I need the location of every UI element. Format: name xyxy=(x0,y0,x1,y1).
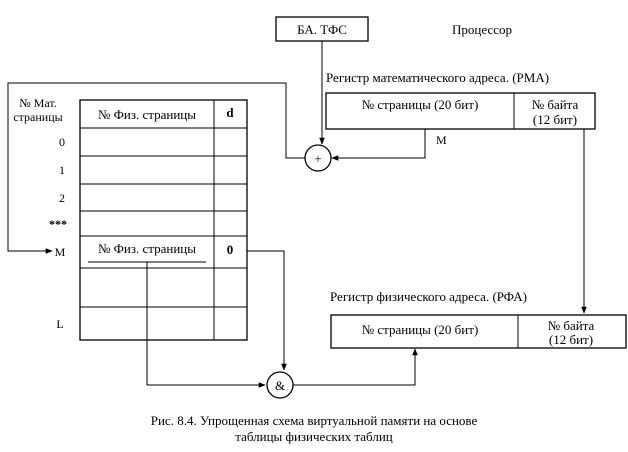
pma-byte-field-line2: (12 бит) xyxy=(532,112,578,127)
m-row-page-cell: № Физ. страницы xyxy=(97,241,197,256)
base-address-label: БА. ТФС xyxy=(297,22,347,37)
row-label-1: 1 xyxy=(59,163,65,177)
pma-byte-field-line1: № байта xyxy=(531,97,579,112)
pma-page-field: № страницы (20 бит) xyxy=(361,97,479,112)
row-label-l: L xyxy=(56,317,64,331)
row-label-ellipsis: *** xyxy=(49,217,67,231)
pfa-page-field: № страницы (20 бит) xyxy=(361,322,479,337)
adder-symbol: + xyxy=(314,151,322,166)
pfa-title: Регистр физического адреса. (РФА) xyxy=(330,289,527,304)
table-row-header-line1: № Мат. xyxy=(19,96,57,110)
pma-title: Регистр математического адреса. (РМА) xyxy=(326,70,550,85)
pfa-byte-field-line2: (12 бит) xyxy=(548,332,594,347)
and-symbol: & xyxy=(274,378,286,393)
row-label-m: M xyxy=(54,245,66,259)
page-table xyxy=(80,100,247,340)
row-label-0: 0 xyxy=(59,135,65,149)
row-label-2: 2 xyxy=(59,191,65,205)
table-col-page-header: № Физ. страницы xyxy=(97,107,197,122)
caption-line2: таблицы физических таблиц xyxy=(235,429,393,444)
d-to-and-arrow xyxy=(247,251,284,370)
pma-m-label: M xyxy=(436,133,447,147)
pfa-byte-field-line1: № байта xyxy=(547,318,595,333)
pma-to-adder-arrow xyxy=(332,129,425,158)
caption-line1: Рис. 8.4. Упрощенная схема виртуальной памяти на основе xyxy=(150,413,478,428)
m-row-d-cell: 0 xyxy=(226,242,234,257)
processor-label: Процессор xyxy=(452,22,512,37)
and-to-pfa-arrow xyxy=(293,349,415,385)
table-row-header-line2: страницы xyxy=(13,110,63,124)
table-col-d-header: d xyxy=(226,105,234,120)
